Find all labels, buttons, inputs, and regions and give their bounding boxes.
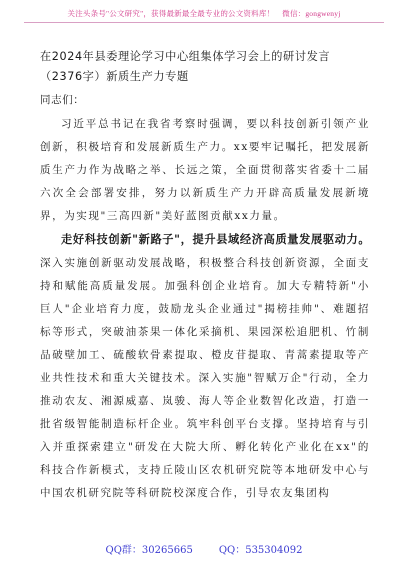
header-divider <box>24 22 384 23</box>
section-1-heading: 走好科技创新"新路子"，提升县域经济高质量发展驱动力。 <box>61 233 370 246</box>
document-body <box>40 47 370 505</box>
footer-qq: QQ：535304092 <box>218 545 303 556</box>
document-title: 在2024年县委理论学习中心组集体学习会上的研讨发言（2376字）新质生产力专题 <box>40 50 331 83</box>
header-promo-text: 关注头条号"公文研究"，获得最新最全最专业的公文资料库！ <box>67 9 275 18</box>
footer-contact <box>0 541 408 556</box>
paragraph-section-1 <box>40 228 370 505</box>
paragraph-intro: 习近平总书记在我省考察时强调，要以科技创新引领产业创新，积极培育和发展新质生产力。xx要牢记嘱托，把发展新质生产力作为战略之举、长远之策，全面贯彻落实省委十二届六次全会部署安排，努力以新质生产力开辟高质量发展新境界，为实现"三高四新"美好蓝图贡献xx力量。 <box>40 118 370 222</box>
section-1-text: 深入实施创新驱动发展战略，积极整合科技创新资源，全面支持和赋能高质量发展。加强科创企业培育。加大专精特新"小巨人"企业培育力度，鼓励龙头企业通过"揭榜挂帅"、难题招标等形式，突破油茶果一体化采摘机、果园深松追肥机、竹制品破壁加工、硫酸软骨素提取、橙皮苷提取、青蒿素提取等产业共性技术和重大关键技术。深入实施"智赋万企"行动，全力推动农友、湘源威嘉、岚骏、海人等企业数智化改造，打造一批省级智能制造标杆企业。筑牢科创平台支撑。坚持培育与引入并重探索建立"研发在大院大所、孵化转化产业化在xx"的科技合作新模式，支持丘陵山区农机研究院等本地研发中心与中国农机研究院等科研院校深度合作，引导农友集团构 <box>40 257 370 499</box>
header-wechat-text: 微信：gongwenyj <box>282 9 341 18</box>
salutation: 同志们： <box>40 94 85 106</box>
footer-qq-group: QQ群：30265665 <box>105 545 193 556</box>
header-banner <box>0 8 408 19</box>
